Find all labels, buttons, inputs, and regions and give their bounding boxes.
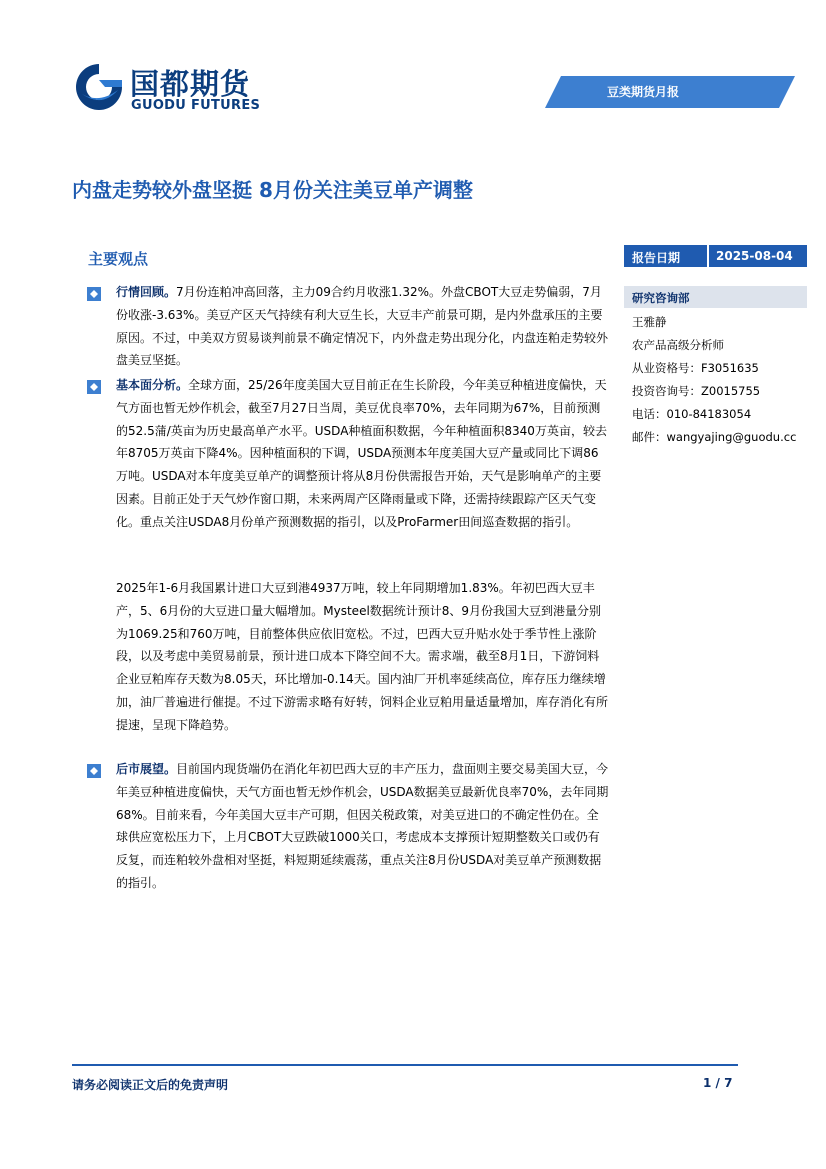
paragraph-lead: 行情回顾。	[116, 285, 177, 299]
section-heading: 主要观点	[88, 250, 149, 268]
disclaimer-link: 请务必阅读正文后的免责声明	[72, 1078, 229, 1092]
blue-square-bullet-icon	[86, 379, 102, 395]
page-number: 1 / 7	[703, 1076, 733, 1090]
paragraph-text: 2025年1-6月我国累计进口大豆到港4937万吨，较上年同期增加1.83%。年初巴西大豆丰产，5、6月份的大豆进口量大幅增加。Mysteel数据统计预计8、9月份我国大豆到港量分别为1069.25和760万吨，目前整体供应依旧宽松。不过，巴西大豆升贴水处于季节性上涨阶段，以及考虑中美贸易前景，预计进口成本下降空间不大。需求端，截至8月1日，下游饲料企业豆粕库存天数为8.05天，环比增加-0.14天。国内油厂开机率延续高位，库存压力继续增加，油厂普遍进行催提。不过下游需求略有好转，饲料企业豆粕用量适量增加，库存消化有所提速，呈现下降趋势。	[116, 581, 609, 732]
footer-divider	[72, 1064, 738, 1066]
paragraph-outlook	[116, 758, 610, 895]
date-separator	[707, 245, 709, 267]
department-label: 研究咨询部	[632, 291, 690, 305]
paragraph-text: 7月份连粕冲高回落，主力09合约月收涨1.32%。外盘CBOT大豆走势偏弱，7月份收涨-3.63%。美豆产区天气持续有利大豆生长，大豆丰产前景可期，是内外盘承压的主要原因。不过，中美双方贸易谈判前景不确定情况下，内外盘走势出现分化，内盘连粕走势较外盘美豆坚挺。	[116, 285, 609, 368]
phone-number: 电话：010-84183054	[632, 407, 752, 421]
paragraph-fundamentals	[116, 374, 610, 534]
report-date-bar	[624, 245, 807, 267]
analyst-title: 农产品高级分析师	[632, 338, 724, 352]
company-logo	[72, 60, 282, 120]
paragraph-imports-demand	[116, 577, 610, 737]
paragraph-text: 全球方面，25/26年度美国大豆目前正在生长阶段，今年美豆种植进度偏快，天气方面也暂无炒作机会，截至7月27日当周，美豆优良率70%，去年同期为67%，目前预测的52.5蒲/英亩为历史最高单产水平。USDA种植面积数据，今年种植面积8340万英亩，较去年8705万英亩下降4%。因种植面积的下调，USDA预测本年度美国大豆产量或同比下调86万吨。USDA对本年度美豆单产的调整预计将从8月份供需报告开始，天气是影响单产的主要因素。目前正处于天气炒作窗口期，未来两周产区降雨量或下降，还需持续跟踪产区天气变化。重点关注USDA8月份单产预测数据的指引，以及ProFarmer田间巡查数据的指引。	[116, 378, 607, 529]
blue-square-bullet-icon	[86, 763, 102, 779]
logo-chinese-name: 国都期货	[130, 67, 251, 101]
report-date-label: 报告日期	[632, 251, 681, 265]
consulting-number: 投资咨询号：Z0015755	[632, 384, 761, 398]
email-address: 邮件：wangyajing@guodu.cc	[632, 430, 797, 444]
report-type-label: 豆类期货月报	[607, 85, 680, 99]
report-title: 内盘走势较外盘坚挺 8月份关注美豆单产调整	[72, 178, 473, 202]
paragraph-market-review	[116, 281, 610, 372]
guodu-logo-icon	[72, 60, 126, 114]
qualification-number: 从业资格号：F3051635	[632, 361, 759, 375]
paragraph-text: 目前国内现货端仍在消化年初巴西大豆的丰产压力，盘面则主要交易美国大豆，今年美豆种植进度偏快，天气方面也暂无炒作机会，USDA数据美豆最新优良率70%，去年同期68%。目前来看，今年美国大豆丰产可期，但因关税政策，对美豆进口的不确定性仍在。全球供应宽松压力下，上月CBOT大豆跌破1000关口，考虑成本支撑预计短期整数关口或仍有反复，而连粕较外盘相对坚挺，料短期延续震荡，重点关注8月份USDA对美豆单产预测数据的指引。	[116, 762, 609, 890]
blue-square-bullet-icon	[86, 286, 102, 302]
analyst-name: 王雅静	[632, 315, 667, 329]
paragraph-lead: 后市展望。	[116, 762, 177, 776]
paragraph-lead: 基本面分析。	[116, 378, 189, 392]
report-date-value: 2025-08-04	[716, 249, 793, 263]
logo-english-name: GUODU FUTURES	[131, 98, 261, 113]
department-bar	[624, 286, 807, 308]
report-type-tag	[545, 76, 795, 108]
